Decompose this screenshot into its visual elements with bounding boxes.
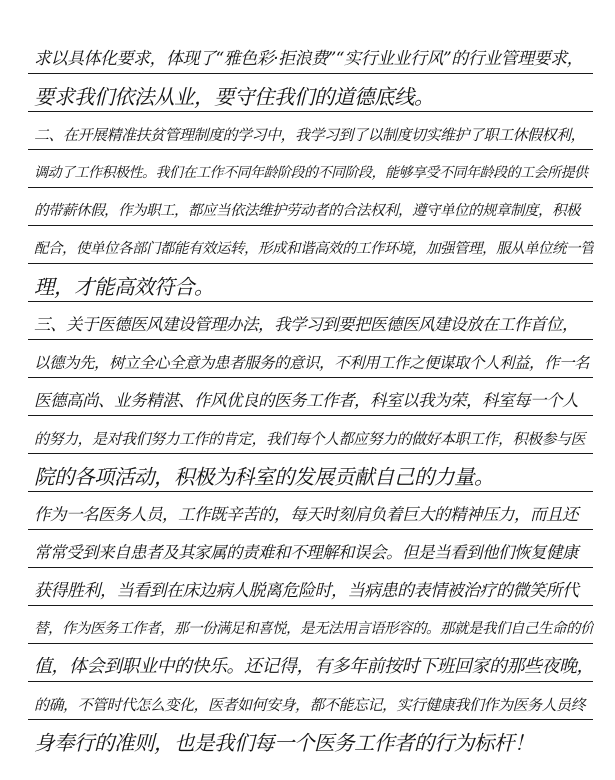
text-line: 要求我们依法从业，要守住我们的道德底线。 [34, 85, 434, 109]
text-line: 身奉行的准则，也是我们每一个医务工作者的行为标杆！ [34, 731, 534, 755]
text-line: 调动了工作积极性。我们在工作不同年龄阶段的不同阶段，能够享受不同年龄段的工会所提供 [34, 165, 588, 181]
text-line: 院的各项活动，积极为科室的发展贡献自己的力量。 [34, 465, 494, 489]
text-line: 常常受到来自患者及其家属的责难和不理解和误会。但是当看到他们恢复健康 [34, 543, 578, 562]
text-line: 以德为先，树立全心全意为患者服务的意识，不利用工作之便谋取个人利益，作一名 [34, 354, 590, 372]
text-line: 获得胜利，当看到在床边病人脱离危险时，当病患的表情被治疗的微笑所代 [34, 581, 579, 601]
text-line: 二、在开展精准扶贫管理制度的学习中，我学习到了以制度切实维护了职工休假权利， [34, 126, 586, 144]
text-line: 的努力，是对我们努力工作的肯定，我们每个人都应努力的做好本职工作，积极参与医 [34, 430, 586, 448]
text-line: 配合，使单位各部门都能有效运转，形成和谐高效的工作环境，加强管理，服从单位统一管 [34, 241, 594, 257]
text-line: 三、关于医德医风建设管理办法，我学习到要把医德医风建设放在工作首位， [34, 315, 578, 334]
text-line: 替，作为医务工作者，那一份满足和喜悦，是无法用言语形容的。那就是我们自己生命的价 [34, 621, 594, 637]
text-line: 值，体会到职业中的快乐。还记得，有多年前按时下班回家的那些夜晚， [34, 656, 594, 677]
text-line: 医德高尚、业务精湛、作风优良的医务工作者，科室以我为荣，科室每一个人 [34, 391, 578, 410]
text-line: 的确，不管时代怎么变化，医者如何安身，都不能忘记，实行健康我们作为医务人员终 [34, 696, 586, 714]
text-line: 求以具体化要求，体现了“雅色彩·拒浪费”“实行业业行风”的行业管理要求， [34, 49, 584, 69]
text-line: 作为一名医务人员，工作既辛苦的，每天时刻肩负着巨大的精神压力，而且还 [34, 505, 578, 524]
text-line: 理，才能高效符合。 [34, 275, 214, 299]
text-line: 的带薪休假，作为职工，都应当依法维护劳动者的合法权利，遵守单位的规章制度，积极 [34, 203, 580, 219]
